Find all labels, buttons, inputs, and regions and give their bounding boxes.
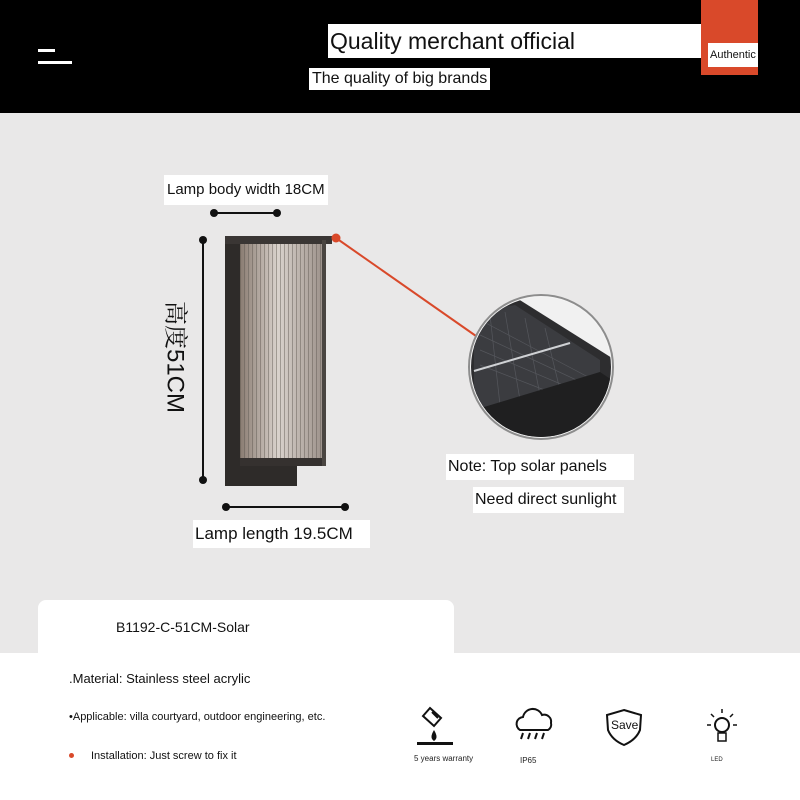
wall-lamp-image bbox=[225, 236, 332, 486]
height-dimension-line bbox=[199, 236, 207, 484]
applicable-spec: •Applicable: villa courtyard, outdoor engineering, etc. bbox=[69, 711, 326, 723]
width-dimension-line bbox=[210, 209, 281, 217]
width-label: Lamp body width 18CM bbox=[164, 175, 328, 205]
solar-callout-line bbox=[332, 234, 477, 337]
led-bulb-icon bbox=[707, 709, 737, 741]
warranty-label: 5 years warranty bbox=[414, 754, 474, 763]
model-code: B1192-C-51CM-Solar bbox=[116, 619, 250, 635]
bullet-dot bbox=[69, 753, 74, 758]
led-label: LED bbox=[711, 757, 723, 763]
length-dimension-line bbox=[222, 503, 349, 511]
solar-note-label: Note: Top solar panels bbox=[446, 454, 634, 480]
rain-cloud-icon bbox=[517, 709, 552, 739]
material-spec: .Material: Stainless steel acrylic bbox=[69, 671, 251, 686]
height-label: 高度51CM bbox=[161, 300, 189, 414]
authentic-badge-label: Authentic bbox=[708, 43, 758, 67]
warranty-icon bbox=[417, 708, 453, 745]
length-label: Lamp length 19.5CM bbox=[193, 520, 370, 548]
save-label: Save bbox=[611, 718, 639, 732]
sunlight-label: Need direct sunlight bbox=[473, 487, 624, 513]
solar-panel-zoom-image bbox=[469, 295, 613, 440]
page-title: Quality merchant official bbox=[328, 24, 748, 58]
page-subtitle: The quality of big brands bbox=[309, 68, 490, 90]
ip65-label: IP65 bbox=[520, 756, 537, 765]
installation-spec: Installation: Just screw to fix it bbox=[91, 750, 237, 762]
